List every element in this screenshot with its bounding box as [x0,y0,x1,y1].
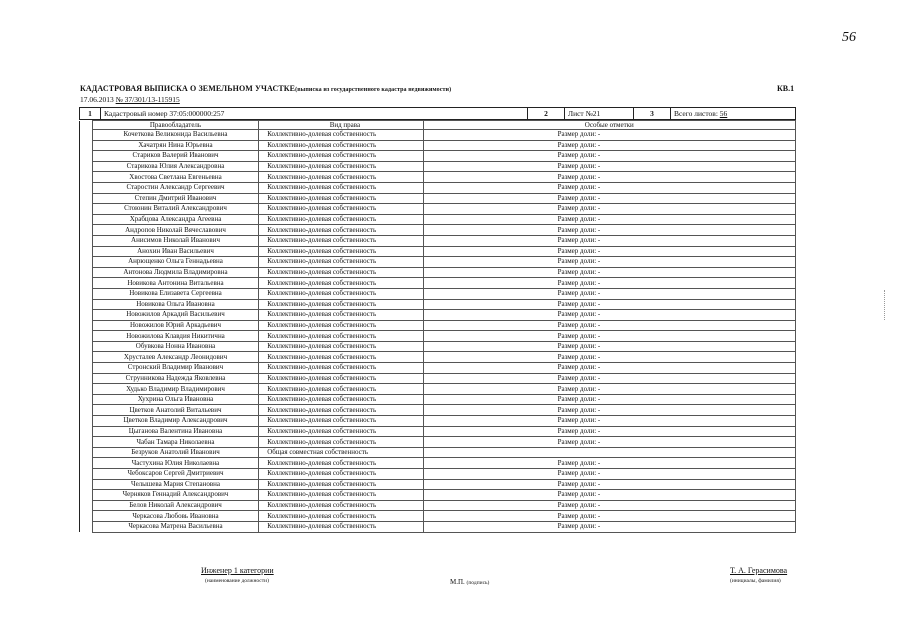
owner-cell: Хвостова Светлана Евгеньевна [92,172,258,183]
table-row [80,130,796,141]
note-cell: Размер доли: - [423,479,795,490]
right-type-cell: Коллективно-долевая собственность [259,363,423,374]
right-type-cell: Общая совместная собственность [259,447,423,458]
table-header-row [80,121,796,130]
right-type-cell: Коллективно-долевая собственность [259,204,423,215]
table-row [80,257,796,268]
right-type-cell: Коллективно-долевая собственность [259,394,423,405]
owner-cell: Новожилов Юрий Аркадьевич [92,320,258,331]
note-cell: Размер доли: - [423,299,795,310]
header-num: 1 [80,108,101,120]
table-row [80,320,796,331]
owner-cell: Старикова Юлия Александровна [92,161,258,172]
owner-cell: Струнникова Надежда Яковлевна [92,373,258,384]
right-type-cell: Коллективно-долевая собственность [259,151,423,162]
row-num-cell [80,416,93,427]
note-cell: Размер доли: - [423,469,795,480]
right-type-cell: Коллективно-долевая собственность [259,182,423,193]
note-cell: Размер доли: - [423,257,795,268]
right-type-cell: Коллективно-долевая собственность [259,310,423,321]
note-cell: Размер доли: - [423,140,795,151]
table-row [80,172,796,183]
table-row [80,140,796,151]
note-cell: Размер доли: - [423,225,795,236]
right-type-cell: Коллективно-долевая собственность [259,331,423,342]
row-num-cell [80,521,93,532]
note-cell: Размер доли: - [423,161,795,172]
note-cell: Размер доли: - [423,172,795,183]
right-type-cell: Коллективно-долевая собственность [259,373,423,384]
table-row [80,310,796,321]
table-row [80,416,796,427]
table-row [80,426,796,437]
owner-cell: Обувкова Нонна Ивановна [92,341,258,352]
row-num-cell [80,172,93,183]
table-row [80,235,796,246]
note-cell: Размер доли: - [423,511,795,522]
owner-cell: Новожилов Аркадий Васильевич [92,310,258,321]
table-row [80,447,796,458]
table-row [80,500,796,511]
owner-cell: Старостин Александр Сергеевич [92,182,258,193]
table-row [80,161,796,172]
owner-cell: Цыганова Валентина Ивановна [92,426,258,437]
header-col2: 2 [528,108,565,120]
total-sheets [671,108,796,120]
right-type-cell: Коллективно-долевая собственность [259,278,423,289]
note-cell: Размер доли: - [423,373,795,384]
owner-cell: Антонова Людмила Владимировна [92,267,258,278]
owner-cell: Стронский Владимир Иванович [92,363,258,374]
table-row [80,405,796,416]
table-row [80,458,796,469]
right-type-cell: Коллективно-долевая собственность [259,235,423,246]
right-type-cell: Коллективно-долевая собственность [259,341,423,352]
note-cell: Размер доли: - [423,437,795,448]
row-num-cell [80,373,93,384]
row-num-cell [80,394,93,405]
right-type-cell: Коллективно-долевая собственность [259,500,423,511]
owner-cell: Худько Владимир Владимирович [92,384,258,395]
right-type-cell: Коллективно-долевая собственность [259,511,423,522]
cadastral-number: Кадастровый номер 37:05:000000:257 [101,108,528,120]
row-num-cell [80,288,93,299]
owner-cell: Частухина Юлия Николаевна [92,458,258,469]
owner-cell: Черкасова Матрена Васильевна [92,521,258,532]
table-row [80,151,796,162]
owner-cell: Цветков Анатолий Витальевич [92,405,258,416]
row-num-cell [80,352,93,363]
right-type-cell: Коллективно-долевая собственность [259,469,423,480]
note-cell: Размер доли: - [423,394,795,405]
note-cell: Размер доли: - [423,246,795,257]
row-num-cell [80,140,93,151]
right-type-cell: Коллективно-долевая собственность [259,479,423,490]
owner-cell: Чабан Тамара Николаевна [92,437,258,448]
row-num-cell [80,246,93,257]
row-num-cell [80,161,93,172]
note-cell: Размер доли: - [423,416,795,427]
signature-caption: (подпись) [466,580,490,586]
header-col3: 3 [634,108,671,120]
row-num-cell [80,331,93,342]
table-row [80,193,796,204]
owner-cell: Андропов Николай Вячеславович [92,225,258,236]
signer-name-caption: (инициалы, фамилия) [730,578,781,584]
right-type-cell: Коллективно-долевая собственность [259,352,423,363]
row-num-cell [80,267,93,278]
table-row [80,225,796,236]
title-text: КАДАСТРОВАЯ ВЫПИСКА О ЗЕМЕЛЬНОМ УЧАСТКЕ [80,84,296,93]
row-num-cell [80,235,93,246]
table-row [80,511,796,522]
owner-cell: Хачатрян Нина Юрьевна [92,140,258,151]
right-type-cell: Коллективно-долевая собственность [259,426,423,437]
note-cell: Размер доли: - [423,204,795,215]
document-title [80,84,451,93]
right-column-header: Вид права [259,121,423,130]
note-cell: Размер доли: - [423,384,795,395]
title-note: (выписка из государственного кадастра недвижимости) [295,87,452,93]
table-row [80,352,796,363]
row-num-cell [80,447,93,458]
note-cell: Размер доли: - [423,278,795,289]
right-type-cell: Коллективно-долевая собственность [259,140,423,151]
document-date: 17.06.2013 [80,95,114,104]
table-row [80,469,796,480]
notes-column-header: Особые отметки [423,121,795,130]
num-column [80,121,93,130]
owner-cell: Черкасова Любовь Ивановна [92,511,258,522]
table-row [80,521,796,532]
right-type-cell: Коллективно-долевая собственность [259,437,423,448]
note-cell: Размер доли: - [423,193,795,204]
owner-cell: Стоюнин Виталий Александрович [92,204,258,215]
right-type-cell: Коллективно-долевая собственность [259,267,423,278]
date-line [80,95,180,104]
owner-cell: Новожилова Клавдия Никитична [92,331,258,342]
total-value: 56 [719,108,728,118]
row-num-cell [80,320,93,331]
note-cell: Размер доли: - [423,214,795,225]
owner-cell: Храбцова Александра Агеевна [92,214,258,225]
owners-table [79,120,796,533]
stamp-text: М.П. [450,578,465,586]
owner-cell: Стариков Валерий Иванович [92,151,258,162]
table-row [80,479,796,490]
right-type-cell: Коллективно-долевая собственность [259,299,423,310]
table-row [80,288,796,299]
note-cell: Размер доли: - [423,521,795,532]
row-num-cell [80,299,93,310]
row-num-cell [80,405,93,416]
right-type-cell: Коллективно-долевая собственность [259,405,423,416]
stamp-label [450,578,489,586]
note-cell: Размер доли: - [423,352,795,363]
owner-cell: Черняков Геннадий Александрович [92,490,258,501]
scan-mark [884,290,889,320]
note-cell: Размер доли: - [423,331,795,342]
owner-cell: Анисимов Николай Иванович [92,235,258,246]
right-type-cell: Коллективно-долевая собственность [259,225,423,236]
right-type-cell: Коллективно-долевая собственность [259,257,423,268]
note-cell: Размер доли: - [423,490,795,501]
note-cell: Размер доли: - [423,310,795,321]
table-row [80,204,796,215]
note-cell: Размер доли: - [423,267,795,278]
right-type-cell: Коллективно-долевая собственность [259,172,423,183]
table-row [80,437,796,448]
row-num-cell [80,193,93,204]
signer-position-caption: (наименование должности) [205,578,269,584]
document-number: № 37/301/13-115915 [115,95,180,104]
table-row [80,246,796,257]
note-cell: Размер доли: - [423,341,795,352]
owner-cell: Кочеткова Великонида Васильевна [92,130,258,141]
note-cell: Размер доли: - [423,182,795,193]
row-num-cell [80,500,93,511]
right-type-cell: Коллективно-долевая собственность [259,288,423,299]
owner-cell: Хухрина Ольга Ивановна [92,394,258,405]
table-row [80,341,796,352]
owner-cell: Анрющенко Ольга Геннадьевна [92,257,258,268]
owner-cell: Чебоксаров Сергей Дмитриевич [92,469,258,480]
row-num-cell [80,204,93,215]
table-row [80,182,796,193]
row-num-cell [80,225,93,236]
table-row [80,278,796,289]
owner-cell: Новикова Ольга Ивановна [92,299,258,310]
row-num-cell [80,384,93,395]
table-row [80,363,796,374]
note-cell: Размер доли: - [423,426,795,437]
right-type-cell: Коллективно-долевая собственность [259,246,423,257]
right-type-cell: Коллективно-долевая собственность [259,320,423,331]
note-cell: Размер доли: - [423,405,795,416]
row-num-cell [80,341,93,352]
row-num-cell [80,437,93,448]
note-cell: Размер доли: - [423,235,795,246]
right-type-cell: Коллективно-долевая собственность [259,130,423,141]
right-type-cell: Коллективно-долевая собственность [259,214,423,225]
row-num-cell [80,426,93,437]
row-num-cell [80,278,93,289]
row-num-cell [80,151,93,162]
note-cell: Размер доли: - [423,500,795,511]
row-num-cell [80,469,93,480]
owner-cell: Новикова Елизавета Сергеевна [92,288,258,299]
right-type-cell: Коллективно-долевая собственность [259,521,423,532]
row-num-cell [80,257,93,268]
note-cell: Размер доли: - [423,151,795,162]
cadastral-header-table [79,107,796,120]
page-number: 56 [842,30,856,45]
sheet-number: Лист №21 [565,108,634,120]
right-type-cell: Коллективно-долевая собственность [259,384,423,395]
table-row [80,214,796,225]
owner-cell: Хрусталев Александр Леонидович [92,352,258,363]
owner-cell: Белов Николай Александрович [92,500,258,511]
row-num-cell [80,479,93,490]
signer-name: Т. А. Герасимова [730,566,788,575]
row-num-cell [80,310,93,321]
table-row [80,331,796,342]
note-cell: Размер доли: - [423,458,795,469]
row-num-cell [80,511,93,522]
table-row [80,384,796,395]
note-cell: Размер доли: - [423,363,795,374]
owner-cell: Степин Дмитрий Иванович [92,193,258,204]
note-cell: Размер доли: - [423,320,795,331]
row-num-cell [80,458,93,469]
table-row [80,490,796,501]
right-type-cell: Коллективно-долевая собственность [259,490,423,501]
row-num-cell [80,363,93,374]
row-num-cell [80,490,93,501]
right-type-cell: Коллективно-долевая собственность [259,161,423,172]
row-num-cell [80,214,93,225]
owner-cell: Безруков Анатолий Иванович [92,447,258,458]
owner-cell: Новикова Антонина Витальевна [92,278,258,289]
table-row [80,394,796,405]
form-code: КВ.1 [777,84,795,93]
owner-cell: Челышева Мария Степановна [92,479,258,490]
signer-position: Инженер 1 категории [201,566,274,575]
right-type-cell: Коллективно-долевая собственность [259,193,423,204]
table-row [80,267,796,278]
note-cell: Размер доли: - [423,130,795,141]
table-row [80,373,796,384]
table-row [80,299,796,310]
row-num-cell [80,130,93,141]
owner-cell: Цветков Владимир Александрович [92,416,258,427]
row-num-cell [80,182,93,193]
owner-column-header: Правообладатель [92,121,258,130]
total-label: Всего листов: [674,108,718,118]
right-type-cell: Коллективно-долевая собственность [259,416,423,427]
note-cell: Размер доли: - [423,288,795,299]
owner-cell: Анохин Иван Васильевич [92,246,258,257]
right-type-cell: Коллективно-долевая собственность [259,458,423,469]
note-cell [423,447,795,458]
